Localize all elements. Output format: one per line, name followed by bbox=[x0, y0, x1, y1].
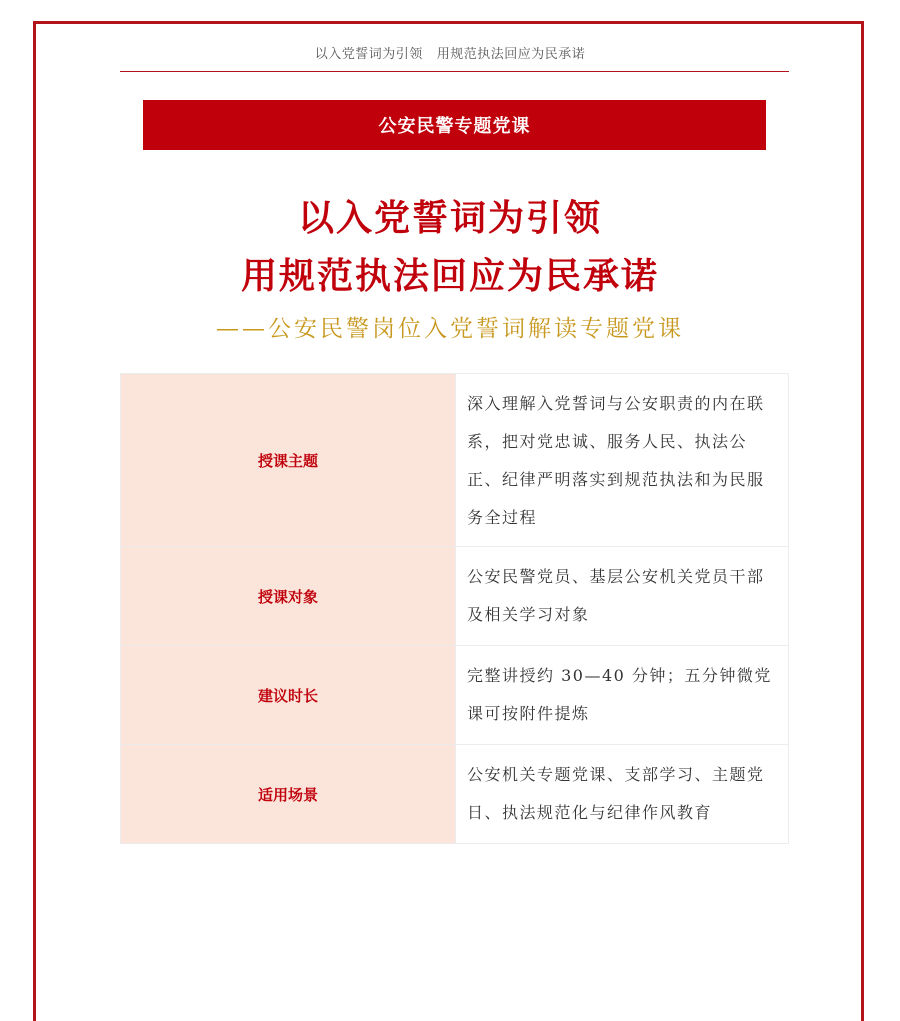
banner-label: 公安民警专题党课 bbox=[378, 116, 531, 137]
course-type-banner bbox=[143, 100, 766, 150]
main-title-line-2: 用规范执法回应为民承诺 bbox=[240, 256, 659, 297]
table-row-audience bbox=[121, 547, 789, 646]
duration-label: 建议时长 bbox=[121, 646, 456, 745]
scenario-value: 公安机关专题党课、支部学习、主题党日、执法规范化与纪律作风教育 bbox=[456, 745, 789, 844]
running-header-right: 用规范执法回应为民承诺 bbox=[436, 47, 586, 62]
topic-value: 深入理解入党誓词与公安职责的内在联系，把对党忠诚、服务人民、执法公正、纪律严明落实到规范执法和为民服务全过程 bbox=[456, 374, 789, 547]
topic-label: 授课主题 bbox=[121, 374, 456, 547]
main-title-line-1: 以入党誓词为引领 bbox=[297, 198, 602, 239]
audience-label: 授课对象 bbox=[121, 547, 456, 646]
table-row-topic bbox=[121, 374, 789, 547]
subtitle: ——公安民警岗位入党誓词解读专题党课 bbox=[216, 316, 684, 342]
table-row-scenario bbox=[121, 745, 789, 844]
header-divider bbox=[120, 71, 789, 72]
table-row-duration bbox=[121, 646, 789, 745]
running-header-left: 以入党誓词为引领 bbox=[314, 47, 423, 62]
duration-value: 完整讲授约 30—40 分钟；五分钟微党课可按附件提炼 bbox=[456, 646, 789, 745]
scenario-label: 适用场景 bbox=[121, 745, 456, 844]
audience-value: 公安民警党员、基层公安机关党员干部及相关学习对象 bbox=[456, 547, 789, 646]
running-header bbox=[0, 43, 900, 62]
course-info-table bbox=[120, 373, 789, 844]
